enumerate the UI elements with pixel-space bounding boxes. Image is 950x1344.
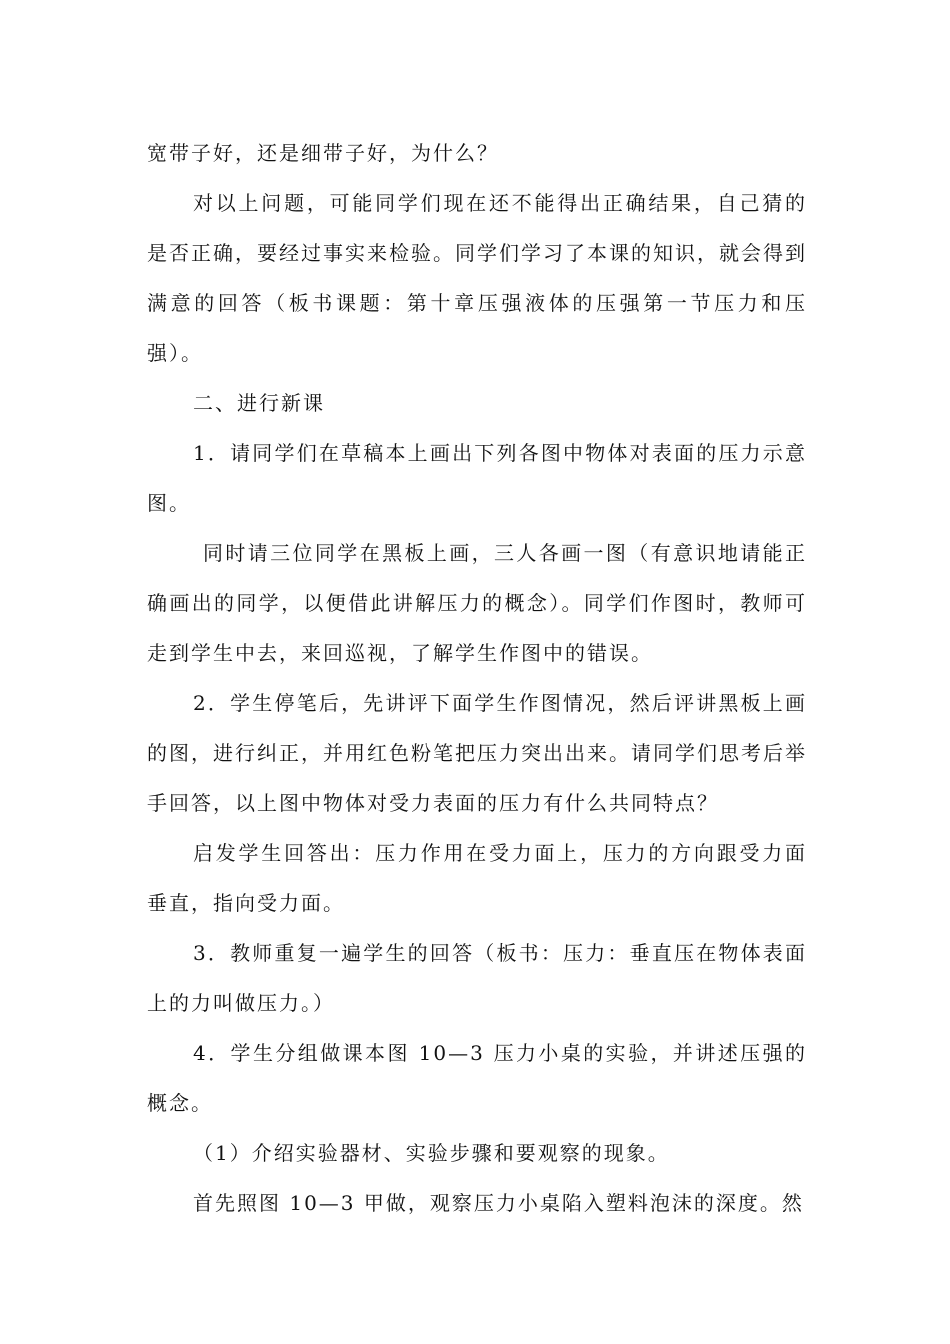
students-answer-paragraph: 启发学生回答出：压力作用在受力面上，压力的方向跟受力面垂直，指向受力面。 bbox=[147, 841, 807, 915]
document-body bbox=[147, 128, 807, 1228]
step-2-paragraph: 2．学生停笔后，先讲评下面学生作图情况，然后评讲黑板上画的图，进行纠正，并用红色粉笔把压力突出出来。请同学们思考后举手回答，以上图中物体对受力表面的压力有什么共同特点？ bbox=[147, 691, 807, 815]
sub-step-1-paragraph: （1）介绍实验器材、实验步骤和要观察的现象。 bbox=[193, 1141, 670, 1165]
experiment-first-step-paragraph: 首先照图 10—3 甲做，观察压力小桌陷入塑料泡沫的深度。然 bbox=[193, 1191, 804, 1215]
paragraph-continuation: 宽带子好，还是细带子好，为什么？ bbox=[147, 141, 499, 165]
section-heading-new-lesson: 二、进行新课 bbox=[193, 391, 325, 415]
step-3-paragraph: 3．教师重复一遍学生的回答（板书：压力：垂直压在物体表面上的力叫做压力。） bbox=[147, 941, 807, 1015]
step-4-paragraph: 4．学生分组做课本图 10—3 压力小桌的实验，并讲述压强的概念。 bbox=[147, 1041, 807, 1115]
blackboard-drawing-paragraph: 同时请三位同学在黑板上画，三人各画一图（有意识地请能正确画出的同学，以便借此讲解压力的概念）。同学们作图时，教师可走到学生中去，来回巡视，了解学生作图中的错误。 bbox=[147, 541, 807, 665]
step-1-paragraph: 1．请同学们在草稿本上画出下列各图中物体对表面的压力示意图。 bbox=[147, 441, 807, 515]
paragraph-intro-question: 对以上问题，可能同学们现在还不能得出正确结果，自己猜的是否正确，要经过事实来检验。同学们学习了本课的知识，就会得到满意的回答（板书课题：第十章压强液体的压强第一节压力和压强）。 bbox=[147, 191, 807, 365]
